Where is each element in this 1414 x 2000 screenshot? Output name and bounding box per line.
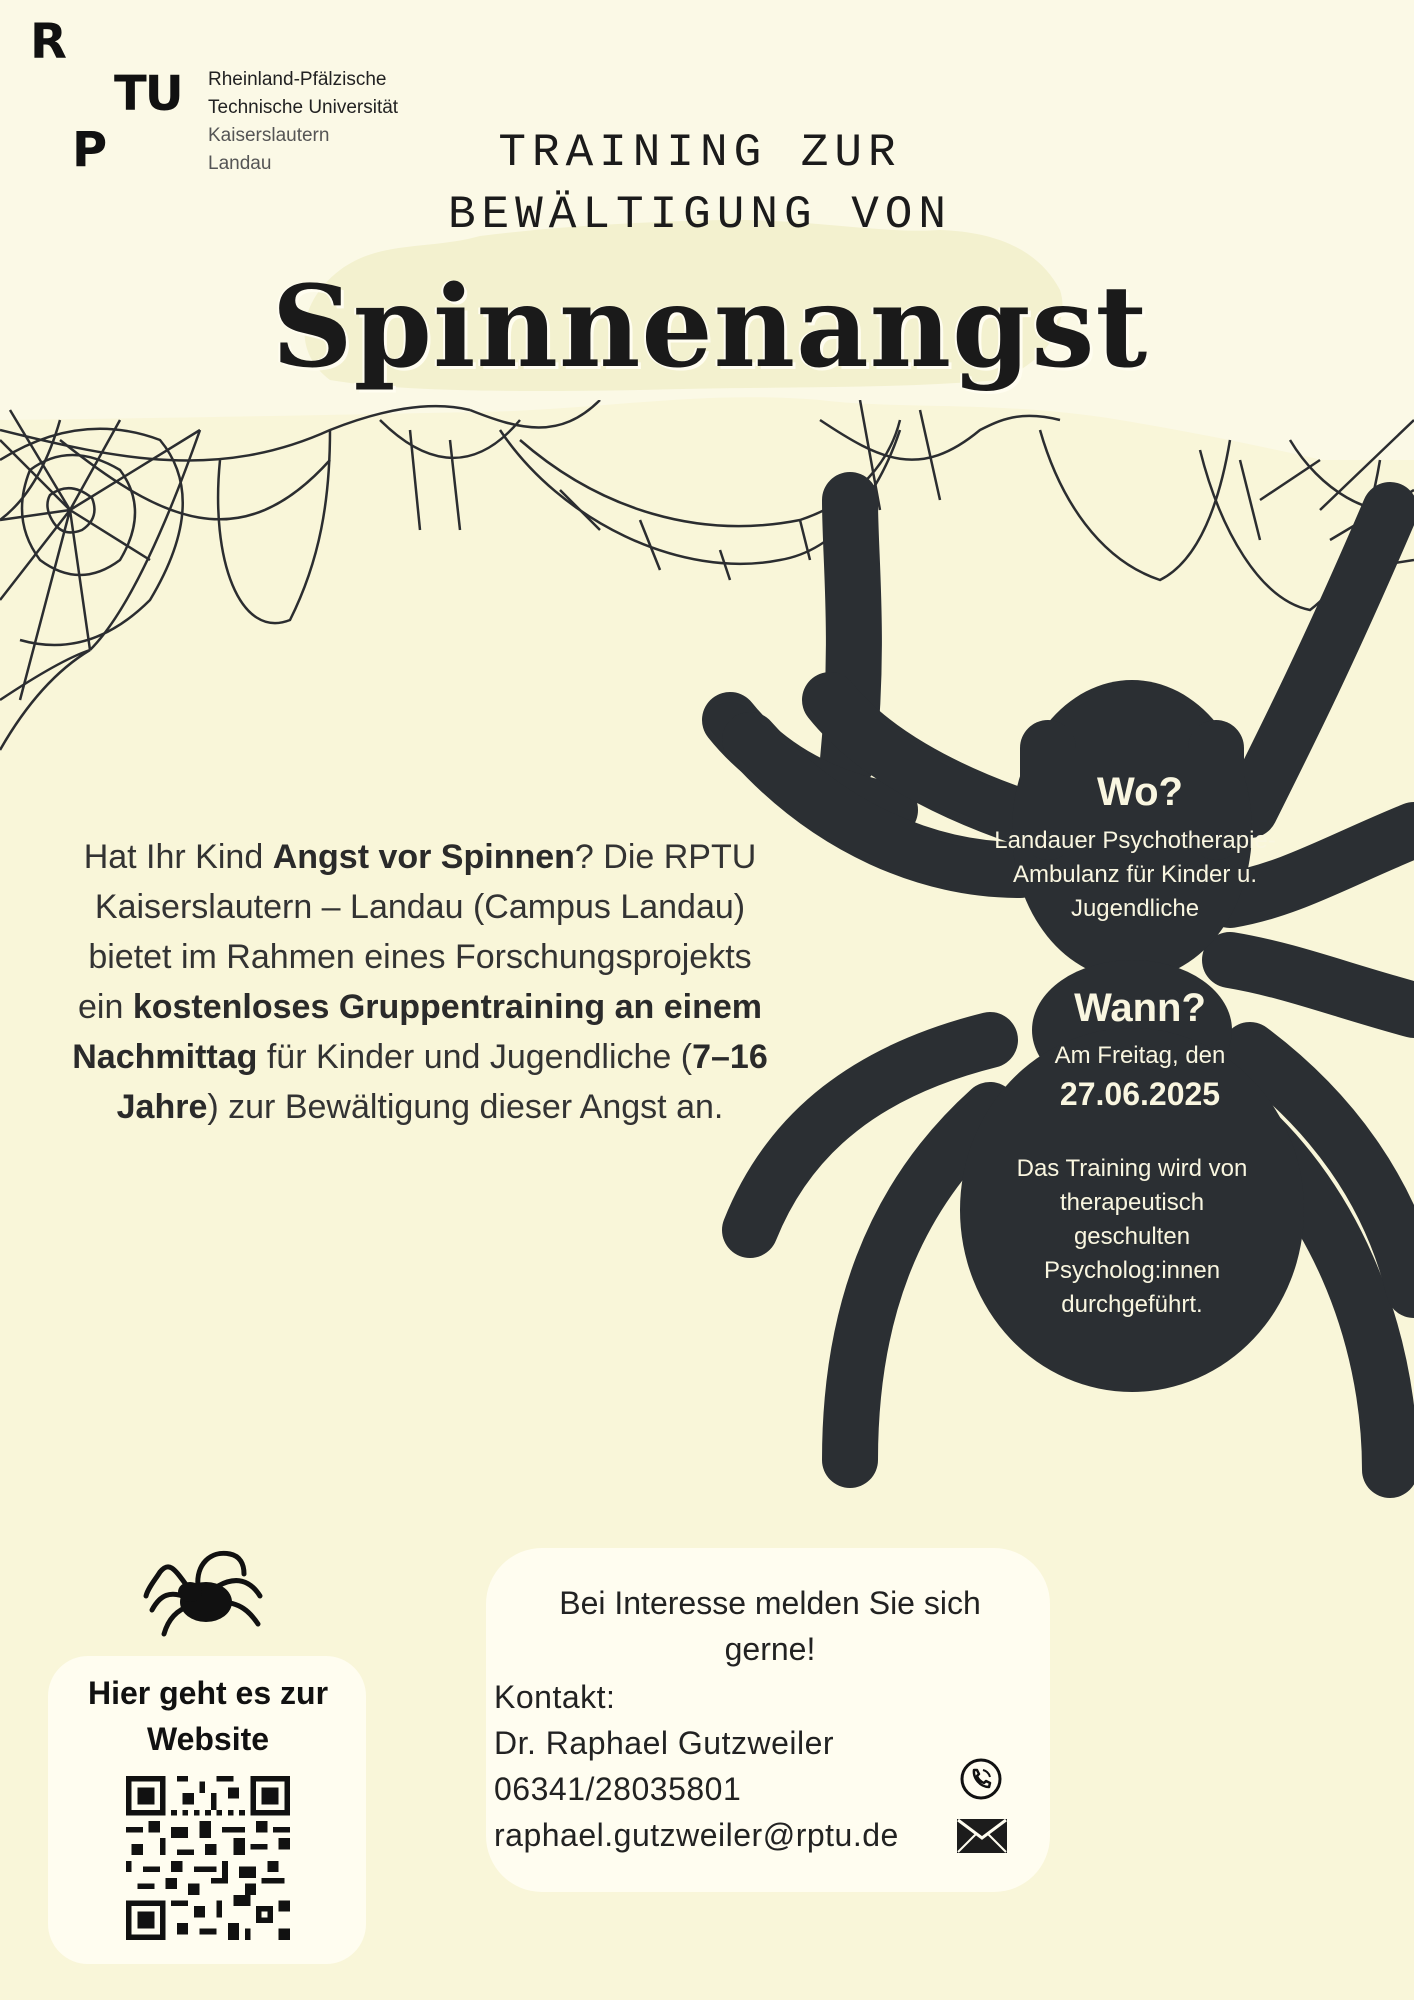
contact-name: Dr. Raphael Gutzweiler: [494, 1725, 835, 1761]
where-text: Landauer Psychotherapie-Ambulanz für Kinder u. Jugendliche: [994, 827, 1276, 922]
intro-paragraph: [70, 832, 770, 1132]
institution-line-3: Kaiserslautern: [208, 125, 330, 146]
when-day: Am Freitag, den: [1054, 1042, 1226, 1069]
when-date: 27.06.2025: [1059, 1076, 1221, 1112]
qr-code[interactable]: [126, 1776, 290, 1940]
where-heading: Wo?: [1097, 770, 1183, 814]
intro-bold-1: Angst vor Spinnen: [272, 838, 575, 876]
intro-bold-2: kostenloses Gruppentraining an einem Nachmittag: [72, 988, 762, 1076]
contact-block: [494, 1674, 899, 1858]
contact-email[interactable]: raphael.gutzweiler@rptu.de: [494, 1817, 899, 1853]
intro-text-1: Hat Ihr Kind: [83, 838, 273, 876]
phone-icon: [960, 1758, 1002, 1800]
intro-bold-3: 7–16 Jahre: [116, 1038, 768, 1126]
logo-letter-r: R: [30, 14, 67, 70]
institution-line-2: Technische Universität: [208, 97, 399, 118]
interest-text: Bei Interesse melden Sie sich gerne!: [559, 1585, 981, 1667]
when-heading: Wann?: [1074, 986, 1206, 1030]
intro-text-3: für Kinder und Jugendliche (: [257, 1038, 693, 1076]
big-spider: [690, 470, 1414, 1500]
website-label: Hier geht es zur Website: [87, 1675, 329, 1757]
mail-icon: [956, 1818, 1008, 1854]
contact-phone[interactable]: 06341/28035801: [494, 1771, 742, 1807]
institution-line-1: Rheinland-Pfälzische: [208, 69, 387, 90]
logo-letters-tu: TU: [114, 66, 182, 122]
training-note: Das Training wird von therapeutisch geschulten Psycholog:innen durchgeführt.: [1016, 1155, 1248, 1318]
institution-line-4: Landau: [208, 153, 272, 174]
intro-text-2: ? Die RPTU Kaiserslautern – Landau (Campus Landau) bietet im Rahmen eines Forschungsprojekts ein: [78, 838, 757, 1026]
pretitle-line-2: BEWÄLTIGUNG VON: [447, 189, 953, 241]
contact-label: Kontakt:: [494, 1679, 616, 1715]
intro-text-4: ) zur Bewältigung dieser Angst an.: [207, 1088, 724, 1126]
pretitle-line-1: TRAINING ZUR: [498, 127, 902, 179]
main-title: Spinnenangst: [271, 262, 1149, 393]
logo-letter-p: P: [72, 122, 108, 178]
spider-icon: [140, 1540, 266, 1640]
